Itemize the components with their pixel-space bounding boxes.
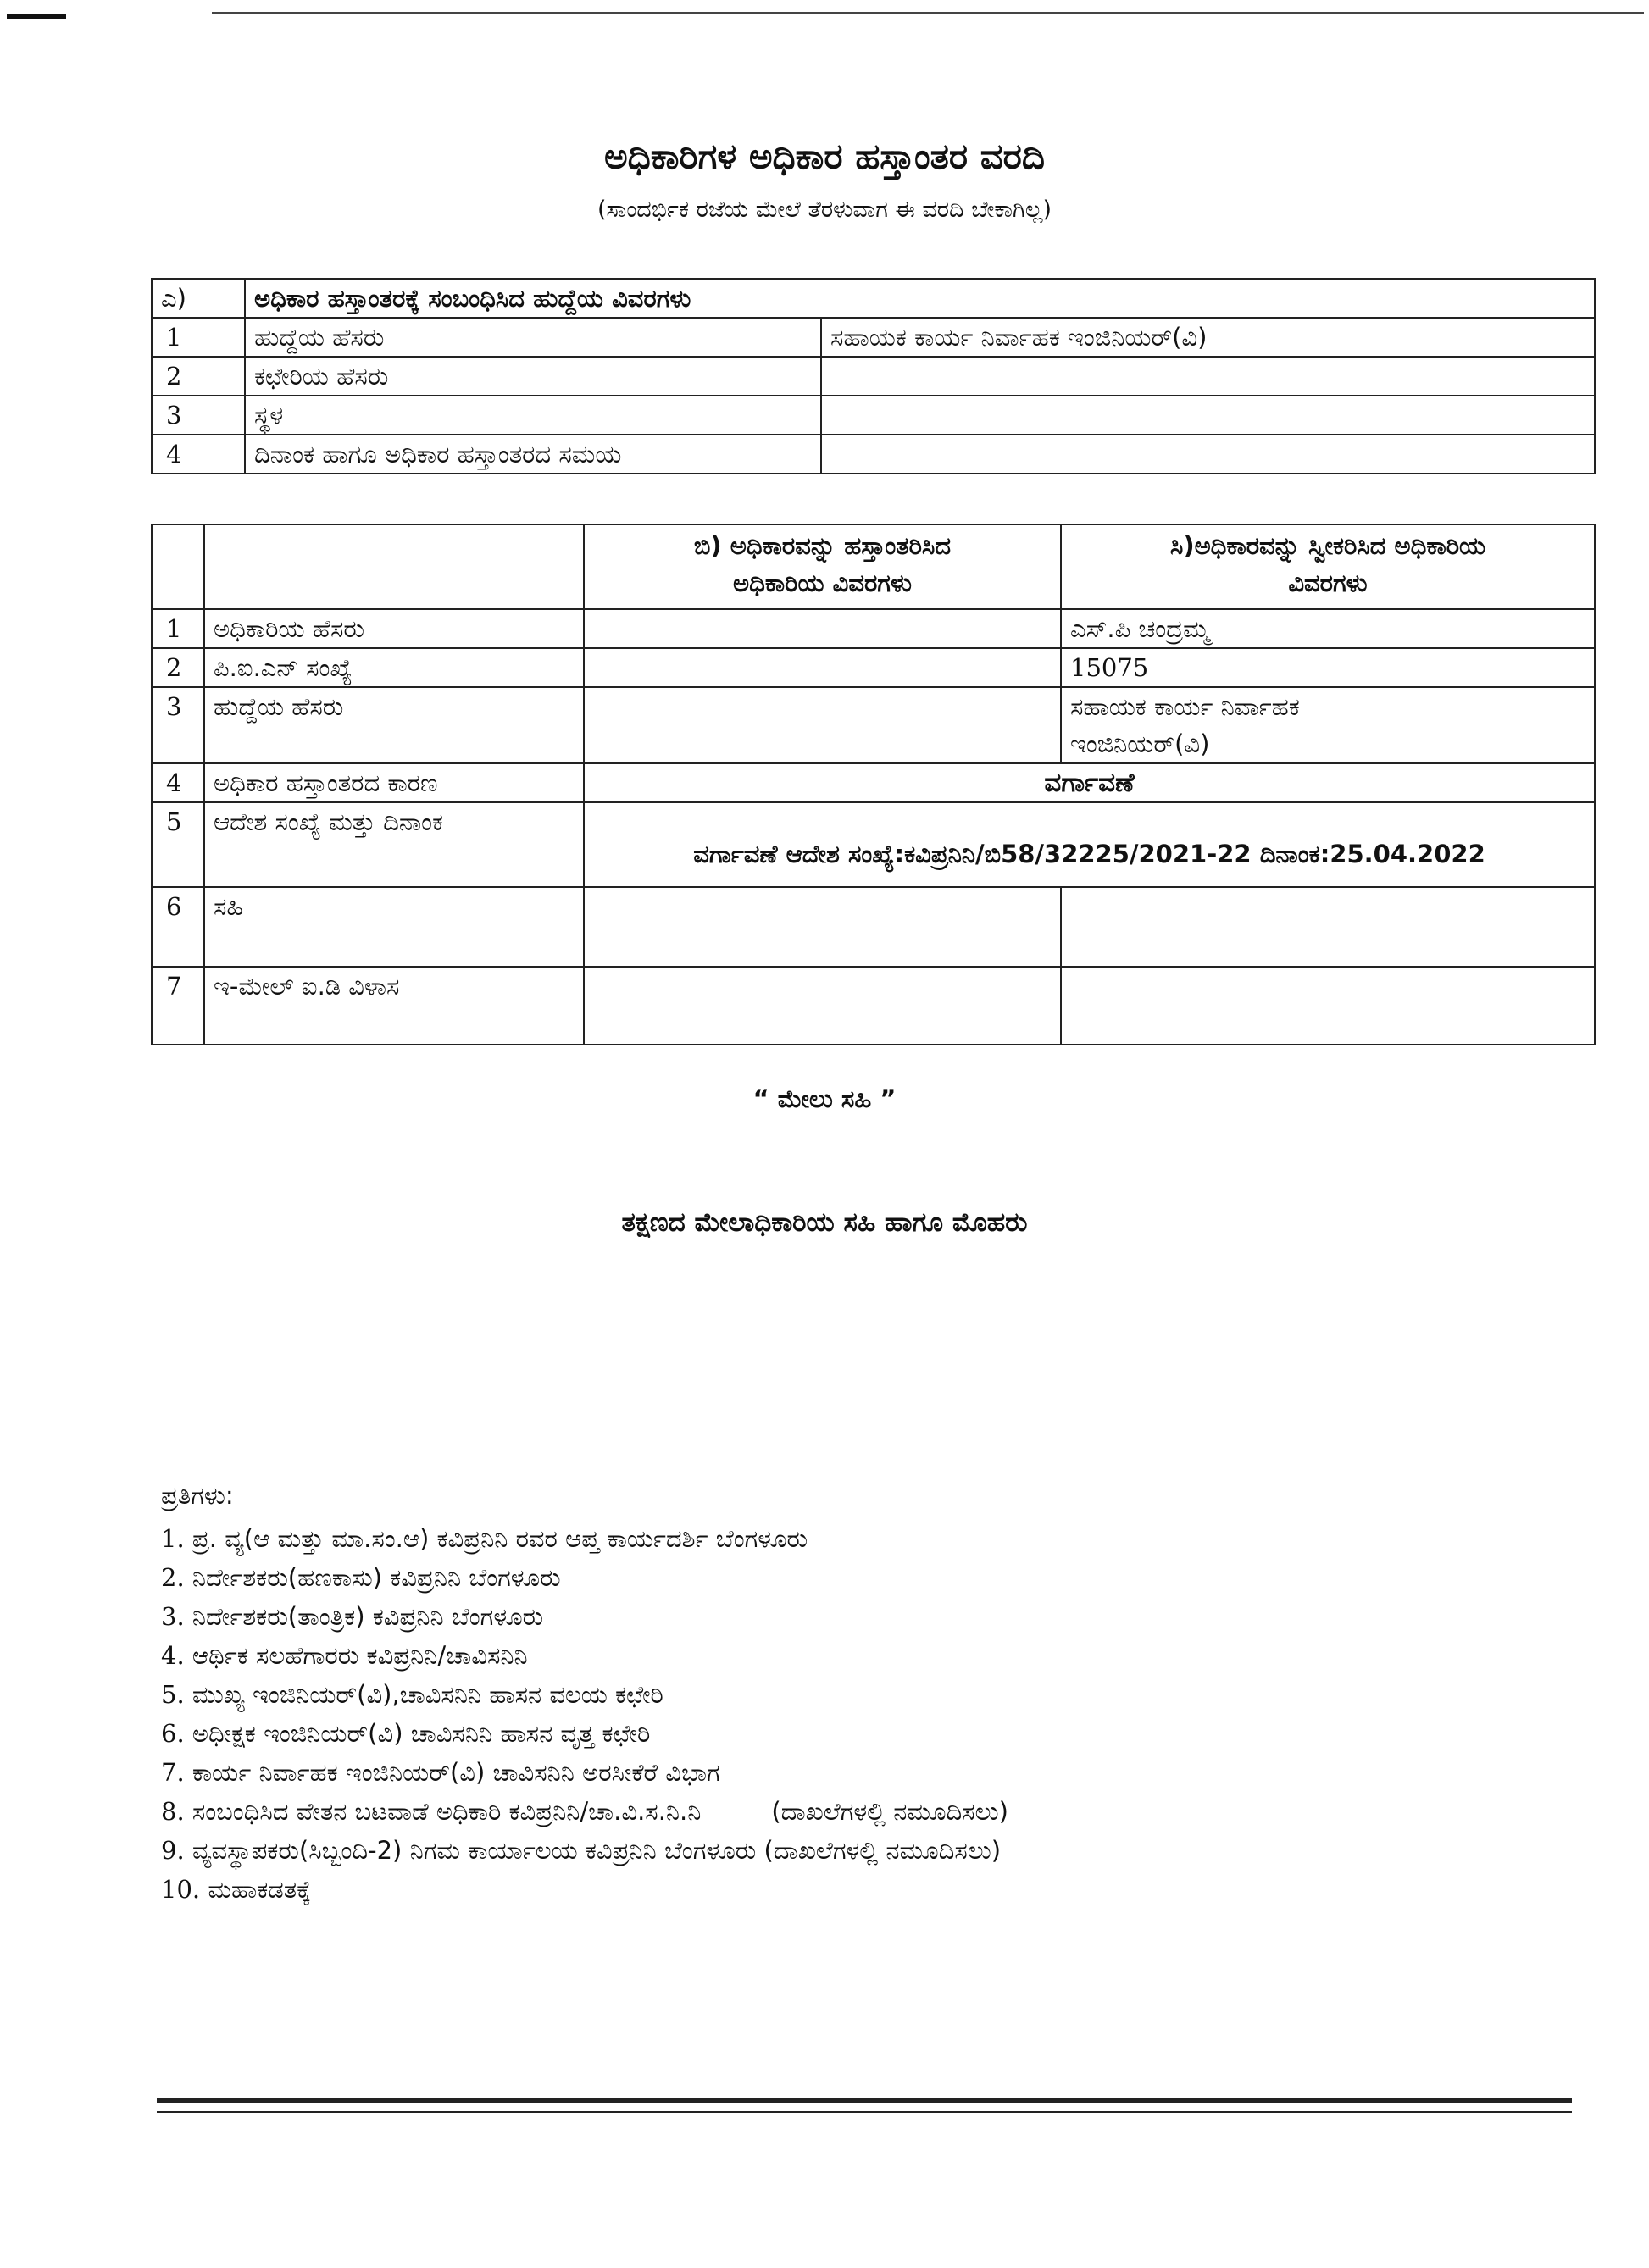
list-item: 2. ನಿರ್ದೇಶಕರು(ಹಣಕಾಸು) ಕವಿಪ್ರನಿನಿ ಬೆಂಗಳೂರು: [161, 1563, 561, 1592]
received-value: [1061, 887, 1595, 967]
table-row: [152, 318, 1595, 357]
received-header-line1: ಸಿ)ಅಧಿಕಾರವನ್ನು ಸ್ವೀಕರಿಸಿದ ಅಧಿಕಾರಿಯ: [1169, 531, 1486, 560]
received-header-line2: ವಿವರಗಳು: [1288, 568, 1368, 597]
field-label: ಹುದ್ದೆಯ ಹೆಸರು: [245, 318, 821, 357]
handover-reason: ವರ್ಗಾವಣೆ: [584, 763, 1595, 802]
field-value: [821, 396, 1595, 435]
handed-over-header: [584, 524, 1061, 609]
document-title: ಅಧಿಕಾರಿಗಳ ಅಧಿಕಾರ ಹಸ್ತಾಂತರ ವರದಿ: [603, 136, 1046, 177]
handed-value: [584, 687, 1061, 763]
officer-signature-label: ತಕ್ಷಣದ ಮೇಲಾಧಿಕಾರಿಯ ಸಹಿ ಹಾಗೂ ಮೊಹರು: [621, 1207, 1028, 1238]
copies-title: ಪ್ರತಿಗಳು:: [161, 1481, 234, 1510]
table-row: [152, 435, 1595, 474]
list-item: 3. ನಿರ್ದೇಶಕರು(ತಾಂತ್ರಿಕ) ಕವಿಪ್ರನಿನಿ ಬೆಂಗಳೂರು: [161, 1602, 544, 1631]
field-value: ಸಹಾಯಕ ಕಾರ್ಯ ನಿರ್ವಾಹಕ ಇಂಜಿನಿಯರ್(ವಿ): [821, 318, 1595, 357]
list-item: 10. ಮಹಾಕಡತಕ್ಕೆ: [161, 1875, 312, 1904]
field-label: ದಿನಾಂಕ ಹಾಗೂ ಅಧಿಕಾರ ಹಸ್ತಾಂತರದ ಸಮಯ: [245, 435, 821, 474]
field-label: ಆದೇಶ ಸಂಖ್ಯೆ ಮತ್ತು ದಿನಾಂಕ: [204, 802, 584, 887]
upper-signature-label: “ ಮೇಲು ಸಹಿ ”: [752, 1084, 897, 1113]
list-item: 4. ಆರ್ಥಿಕ ಸಲಹೆಗಾರರು ಕವಿಪ್ರನಿನಿ/ಚಾವಿಸನಿನಿ: [161, 1641, 528, 1670]
field-label: ಸ್ಥಳ: [245, 396, 821, 435]
table-row: [152, 887, 1595, 967]
field-label: ಅಧಿಕಾರಿಯ ಹೆಸರು: [204, 609, 584, 648]
field-label: ಸಹಿ: [204, 887, 584, 967]
handed-over-header-line1: ಬಿ) ಅಧಿಕಾರವನ್ನು ಹಸ್ತಾಂತರಿಸಿದ: [693, 531, 952, 560]
field-label: ಇ-ಮೇಲ್ ಐ.ಡಿ ವಿಳಾಸ: [204, 967, 584, 1045]
table-row: [152, 357, 1595, 396]
list-item: 5. ಮುಖ್ಯ ಇಂಜಿನಿಯರ್(ವಿ),ಚಾವಿಸನಿನಿ ಹಾಸನ ವಲಯ ಕಛೇರಿ: [161, 1680, 663, 1709]
table-row: [152, 648, 1595, 687]
row-number: 3: [152, 687, 204, 763]
row-number: 1: [152, 609, 204, 648]
received-value: [1061, 967, 1595, 1045]
row-number: 3: [152, 396, 245, 435]
order-number-date: ವರ್ಗಾವಣೆ ಆದೇಶ ಸಂಖ್ಯೆ:ಕವಿಪ್ರನಿನಿ/ಬಿ58/32225/2021-22 ದಿನಾಂಕ:25.04.2022: [693, 840, 1485, 868]
document-subtitle: (ಸಾಂದರ್ಭಿಕ ರಜೆಯ ಮೇಲೆ ತೆರಳುವಾಗ ಈ ವರದಿ ಬೇಕಾಗಿಲ್ಲ): [597, 197, 1052, 223]
officer-details-table: [151, 524, 1596, 1045]
field-label: ಕಛೇರಿಯ ಹೆಸರು: [245, 357, 821, 396]
received-value: 15075: [1061, 648, 1595, 687]
bottom-rule: [157, 2098, 1572, 2113]
handed-over-header-line2: ಅಧಿಕಾರಿಯ ವಿವರಗಳು: [733, 568, 912, 597]
section-a-label: ಎ): [152, 279, 245, 318]
list-item: 6. ಅಧೀಕ್ಷಕ ಇಂಜಿನಿಯರ್(ವಿ) ಚಾವಿಸನಿನಿ ಹಾಸನ ವೃತ್ತ ಕಛೇರಿ: [161, 1719, 651, 1748]
list-item: 1. ಪ್ರ. ವ್ಯ(ಆ ಮತ್ತು ಮಾ.ಸಂ.ಆ) ಕವಿಪ್ರನಿನಿ ರವರ ಆಪ್ತ ಕಾರ್ಯದರ್ಶಿ ಬೆಂಗಳೂರು: [161, 1524, 808, 1553]
field-value: [821, 435, 1595, 474]
received-value: [1061, 687, 1595, 763]
table-row: [152, 687, 1595, 763]
handed-value: [584, 967, 1061, 1045]
row-number: 5: [152, 802, 204, 887]
top-rule: [212, 12, 1644, 14]
copies-list: [161, 1519, 1008, 1909]
handed-value: [584, 648, 1061, 687]
received-value-line1: ಸಹಾಯಕ ಕಾರ್ಯ ನಿರ್ವಾಹಕ: [1070, 692, 1300, 721]
section-a-heading: ಅಧಿಕಾರ ಹಸ್ತಾಂತರಕ್ಕೆ ಸಂಬಂಧಿಸಿದ ಹುದ್ದೆಯ ವಿವರಗಳು: [245, 279, 1595, 318]
table-header-row: [152, 524, 1595, 609]
handed-value: [584, 609, 1061, 648]
row-number: 7: [152, 967, 204, 1045]
row-number: 4: [152, 763, 204, 802]
list-item: 9. ವ್ಯವಸ್ಥಾಪಕರು(ಸಿಬ್ಬಂದಿ-2) ನಿಗಮ ಕಾರ್ಯಾಲಯ ಕವಿಪ್ರನಿನಿ ಬೆಂಗಳೂರು (ದಾಖಲೆಗಳಲ್ಲಿ ನಮೂದಿಸಲು): [161, 1836, 1002, 1865]
row-number: 1: [152, 318, 245, 357]
order-number-cell: [584, 802, 1595, 887]
field-label: ಹುದ್ದೆಯ ಹೆಸರು: [204, 687, 584, 763]
received-value: ಎಸ್.ಪಿ ಚಂದ್ರಮ್ಮ: [1061, 609, 1595, 648]
table-row: [152, 279, 1595, 318]
field-label: ಪಿ.ಐ.ಎನ್ ಸಂಖ್ಯೆ: [204, 648, 584, 687]
post-details-table: [151, 278, 1596, 474]
handed-value: [584, 887, 1061, 967]
table-row: [152, 396, 1595, 435]
received-value-line2: ಇಂಜಿನಿಯರ್(ವಿ): [1070, 729, 1210, 758]
received-header: [1061, 524, 1595, 609]
row-number: 4: [152, 435, 245, 474]
list-item: 7. ಕಾರ್ಯ ನಿರ್ವಾಹಕ ಇಂಜಿನಿಯರ್(ವಿ) ಚಾವಿಸನಿನಿ ಅರಸೀಕೆರೆ ವಿಭಾಗ: [161, 1758, 720, 1787]
row-number: 6: [152, 887, 204, 967]
field-label: ಅಧಿಕಾರ ಹಸ್ತಾಂತರದ ಕಾರಣ: [204, 763, 584, 802]
row-number: 2: [152, 357, 245, 396]
field-value: [821, 357, 1595, 396]
top-left-rule: [7, 14, 66, 19]
table-row: [152, 967, 1595, 1045]
table-row: [152, 763, 1595, 802]
table-row: [152, 609, 1595, 648]
table-row: [152, 802, 1595, 887]
list-item: 8. ಸಂಬಂಧಿಸಿದ ವೇತನ ಬಟವಾಡೆ ಅಧಿಕಾರಿ ಕವಿಪ್ರನಿನಿ/ಚಾ.ವಿ.ಸ.ನಿ.ನಿ (ದಾಖಲೆಗಳಲ್ಲಿ ನಮೂದಿಸಲು): [161, 1797, 1008, 1826]
row-number: 2: [152, 648, 204, 687]
